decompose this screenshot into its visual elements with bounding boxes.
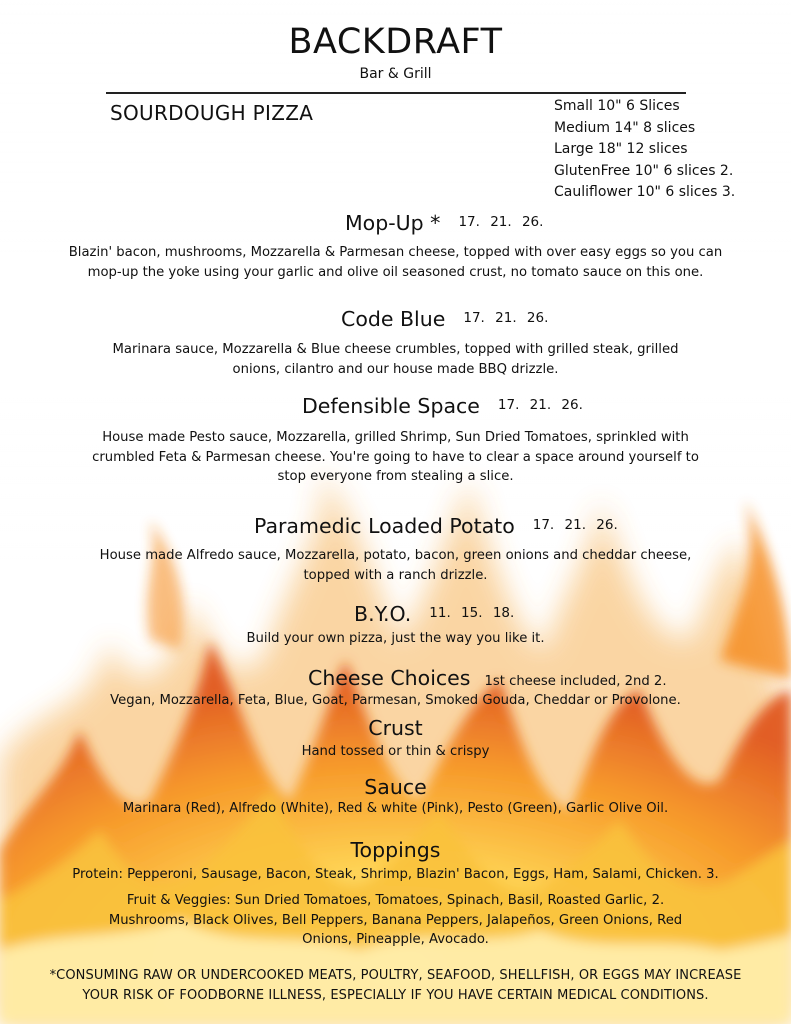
pizza-heading [302, 394, 583, 418]
crust-description: Hand tossed or thin & crispy [301, 744, 490, 759]
crust-title: Crust [368, 716, 423, 740]
desc-line: onions, cilantro and our house made BBQ drizzle. [232, 361, 559, 377]
cheese-title: Cheese Choices [308, 666, 471, 690]
toppings-veggies [40, 891, 751, 950]
pizza-prices: 17. 21. 26. [463, 310, 549, 326]
desc-line: House made Pesto sauce, Mozzarella, grilled Shrimp, Sun Dried Tomatoes, sprinkled with [102, 430, 689, 445]
sauce-title: Sauce [364, 775, 427, 799]
desc-line: Blazin' bacon, mushrooms, Mozzarella & Parmesan cheese, topped with over easy eggs so you can [68, 245, 723, 260]
byo-heading [354, 602, 514, 626]
size-item: Medium 14" 8 slices [554, 119, 696, 136]
pizza-description [40, 428, 751, 487]
desc-line: stop everyone from stealing a slice. [277, 469, 514, 484]
restaurant-subtitle: Bar & Grill [359, 66, 432, 82]
toppings-protein: Protein: Pepperoni, Sausage, Bacon, Steak, Shrimp, Blazin' Bacon, Eggs, Ham, Salami, Chicken. 3. [72, 867, 719, 882]
pizza-heading [345, 211, 543, 235]
size-item: Large 18" 12 slices [554, 141, 688, 157]
pizza-heading [341, 307, 548, 331]
pizza-name: Mop-Up * [345, 211, 441, 235]
desc-line: House made Alfredo sauce, Mozzarella, potato, bacon, green onions and cheddar cheese, [99, 548, 692, 563]
byo-prices: 11. 15. 18. [429, 605, 515, 621]
restaurant-title: BACKDRAFT [288, 22, 503, 62]
pizza-description [40, 243, 751, 282]
pizza-name: Defensible Space [302, 394, 480, 418]
size-item: GlutenFree 10" 6 slices 2. [554, 162, 734, 179]
pizza-prices: 17. 21. 26. [497, 397, 583, 413]
veg-line: Fruit & Veggies: Sun Dried Tomatoes, Tomatoes, Spinach, Basil, Roasted Garlic, 2. [126, 893, 665, 908]
warning-line: *CONSUMING RAW OR UNDERCOOKED MEATS, POULTRY, SEAFOOD, SHELLFISH, OR EGGS MAY INCREASE [49, 968, 742, 983]
veg-line: Onions, Pineapple, Avocado. [302, 932, 489, 947]
sauce-description: Marinara (Red), Alfredo (White), Red & white (Pink), Pesto (Green), Garlic Olive Oil. [122, 801, 669, 816]
cheese-list: Vegan, Mozzarella, Feta, Blue, Goat, Parmesan, Smoked Gouda, Cheddar or Provolone. [110, 693, 681, 708]
desc-line: topped with a ranch drizzle. [303, 567, 488, 583]
desc-line: mop-up the yoke using your garlic and olive oil seasoned crust, no tomato sauce on this one. [87, 264, 704, 280]
cheese-heading [308, 666, 667, 690]
desc-line: crumbled Feta & Parmesan cheese. You're going to have to clear a space around yourself to [92, 449, 699, 465]
pizza-description [40, 340, 751, 379]
size-item: Cauliflower 10" 6 slices 3. [554, 184, 736, 200]
pizza-heading [254, 514, 618, 538]
size-list [554, 96, 735, 204]
byo-description: Build your own pizza, just the way you like it. [246, 631, 545, 646]
pizza-name: Code Blue [341, 307, 446, 331]
toppings-title: Toppings [350, 838, 441, 862]
food-safety-warning [0, 966, 791, 1006]
pizza-description [40, 546, 751, 585]
size-item: Small 10" 6 Slices [554, 98, 680, 114]
byo-name: B.Y.O. [354, 602, 412, 626]
pizza-name: Paramedic Loaded Potato [254, 514, 515, 538]
warning-line: YOUR RISK OF FOODBORNE ILLNESS, ESPECIALLY IF YOU HAVE CERTAIN MEDICAL CONDITIONS. [82, 988, 709, 1003]
cheese-note: 1st cheese included, 2nd 2. [484, 674, 667, 689]
pizza-prices: 17. 21. 26. [458, 214, 544, 230]
pizza-prices: 17. 21. 26. [532, 517, 618, 533]
desc-line: Marinara sauce, Mozzarella & Blue cheese crumbles, topped with grilled steak, grilled [112, 342, 679, 357]
section-title: SOURDOUGH PIZZA [110, 101, 314, 125]
veg-line: Mushrooms, Black Olives, Bell Peppers, Banana Peppers, Jalapeños, Green Onions, Red [108, 912, 683, 928]
header-divider [106, 92, 686, 94]
